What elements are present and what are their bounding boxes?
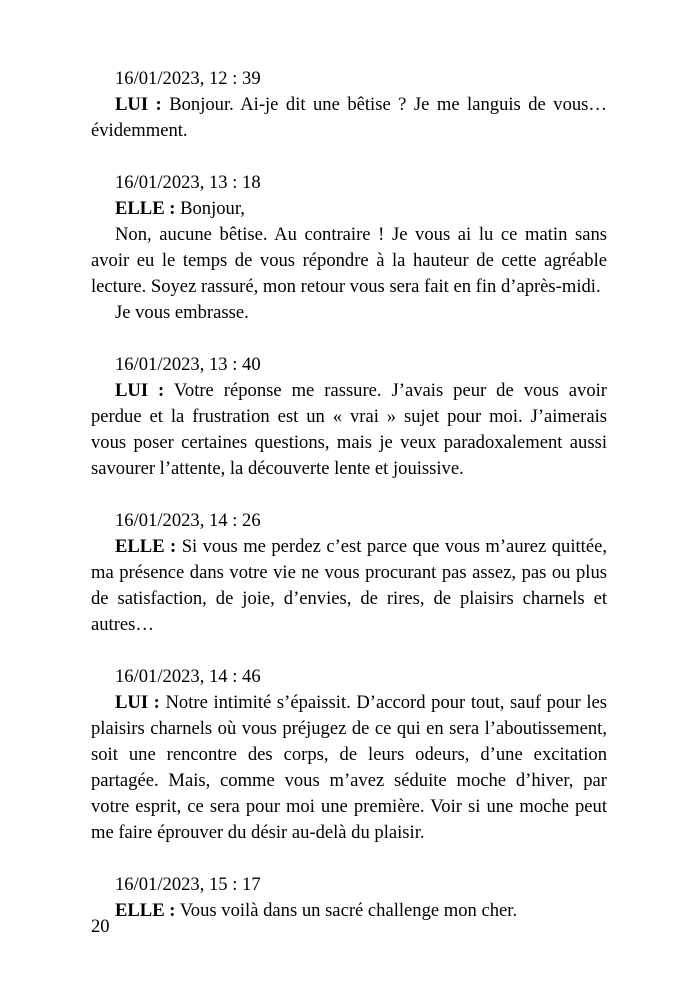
message-text: Votre réponse me rassure. J’avais peur de vous avoir perdue et la frustration est un « vrai » sujet pour moi. J’aimerais vous poser certaines questions, mais je veux paradoxalement aussi savourer l’attente, la découverte lente et jouissive.	[91, 380, 607, 479]
speaker-label: LUI :	[115, 380, 165, 401]
message-timestamp: 16/01/2023, 15 : 17	[115, 874, 261, 895]
message-paragraph	[91, 690, 607, 846]
message-paragraph	[91, 898, 607, 924]
message-entry	[91, 664, 607, 846]
message-entry	[91, 508, 607, 638]
message-timestamp: 16/01/2023, 13 : 18	[115, 172, 261, 193]
speaker-label: ELLE :	[115, 900, 176, 921]
speaker-label: LUI :	[115, 94, 162, 115]
message-timestamp: 16/01/2023, 13 : 40	[115, 354, 261, 375]
message-paragraph	[91, 378, 607, 482]
message-entry	[91, 66, 607, 144]
document-body	[91, 66, 607, 950]
message-text: Si vous me perdez c’est parce que vous m’aurez quittée, ma présence dans votre vie ne vous procurant pas assez, pas ou plus de satisfaction, de joie, d’envies, de rires, de plaisirs charnels et autres…	[91, 536, 607, 635]
message-timestamp: 16/01/2023, 14 : 26	[115, 510, 261, 531]
message-paragraph	[91, 534, 607, 638]
speaker-label: ELLE :	[115, 536, 177, 557]
message-paragraph	[91, 196, 607, 222]
message-text: Vous voilà dans un sacré challenge mon cher.	[175, 900, 518, 921]
message-text: Bonjour. Ai-je dit une bêtise ? Je me languis de vous… évidemment.	[91, 94, 607, 141]
message-timestamp: 16/01/2023, 12 : 39	[115, 68, 261, 89]
page-number: 20	[91, 916, 110, 937]
message-text: Bonjour,	[175, 198, 245, 219]
message-entry	[91, 872, 607, 924]
speaker-label: LUI :	[115, 692, 160, 713]
message-entry	[91, 352, 607, 482]
message-text: Notre intimité s’épaissit. D’accord pour tout, sauf pour les plaisirs charnels où vous préjugez de ce qui en sera l’aboutissement, soit une rencontre des corps, de leurs odeurs, d’une excitation partagée. Mais, comme vous m’avez séduite moche d’hiver, par votre esprit, ce sera pour moi une première. Voir si une moche peut me faire éprouver du désir au-delà du plaisir.	[91, 692, 607, 843]
message-paragraph: Je vous embrasse.	[115, 302, 249, 323]
message-timestamp: 16/01/2023, 14 : 46	[115, 666, 261, 687]
message-paragraph: Non, aucune bêtise. Au contraire ! Je vous ai lu ce matin sans avoir eu le temps de vous répondre à la hauteur de cette agréable lecture. Soyez rassuré, mon retour vous sera fait en fin d’après-midi.	[91, 224, 607, 297]
message-entry	[91, 170, 607, 326]
message-paragraph	[91, 92, 607, 144]
speaker-label: ELLE :	[115, 198, 176, 219]
